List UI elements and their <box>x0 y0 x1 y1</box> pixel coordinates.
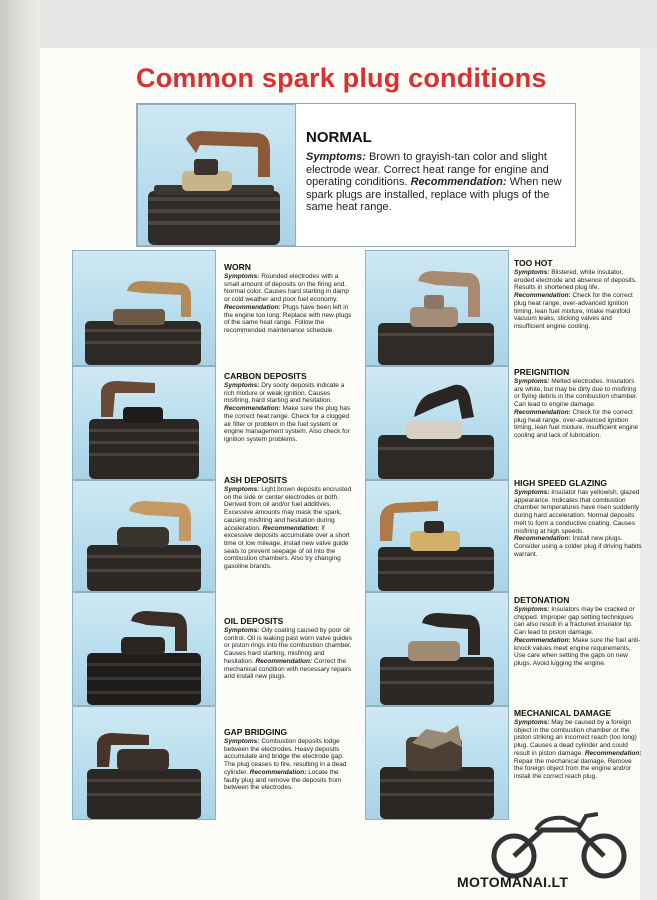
recommendation-label: Recommendation: <box>255 657 313 665</box>
symptoms-label: Symptoms: <box>514 606 550 613</box>
preignition-plug-photo <box>365 366 509 480</box>
recommendation-text: If excessive deposits accumulate over a short time or low mileage, install new valve guide seals to prevent seepage of oil into the combustion chambers. Also try changing gasoline brands. <box>224 524 350 571</box>
spark-plug-mechanical-damage-image <box>366 707 508 819</box>
symptoms-label: Symptoms: <box>224 486 260 493</box>
recommendation-text: Make sure the plug has the correct heat range. Check for a clogged air filter or problem in the fuel system or engine management system. Also check for ignition system problems. <box>224 405 351 443</box>
condition-high-speed-glazing <box>514 478 642 558</box>
condition-title: GAP BRIDGING <box>224 727 288 737</box>
condition-title: TOO HOT <box>514 258 553 268</box>
condition-title: MECHANICAL DAMAGE <box>514 708 612 718</box>
symptoms-label: Symptoms: <box>514 269 550 276</box>
condition-title: PREIGNITION <box>514 367 570 377</box>
symptoms-label: Symptoms: <box>224 738 260 745</box>
spark-plug-normal-image <box>138 105 295 245</box>
normal-plug-photo <box>137 104 296 246</box>
condition-too-hot <box>514 258 642 331</box>
recommendation-label: Recommendation: <box>514 535 571 543</box>
condition-text <box>224 486 352 571</box>
condition-gap-bridging <box>224 727 352 792</box>
spark-plug-worn-image <box>73 251 215 365</box>
condition-text <box>514 269 642 331</box>
symptoms-text: Dry sooty deposits indicate a rich mixture or weak ignition. Causes misfiring, hard starting and hesitation. <box>224 382 345 405</box>
watermark-text: MOTOMANAI.LT <box>457 874 569 890</box>
symptoms-label: Symptoms: <box>514 489 550 496</box>
symptoms-text: Rounded electrodes with a small amount of deposits on the firing end. Normal color. Causes hard starting in damp or cold weather and poor fuel economy. <box>224 273 350 304</box>
symptoms-text: Combustion deposits lodge between the electrodes. Heavy deposits accumulate and bridge the electrode gap. The plug ceases to fire, resulting in a dead cylinder. <box>224 738 347 776</box>
page-title: Common spark plug conditions <box>136 63 547 93</box>
recommendation-label: Recommendation: <box>262 524 320 532</box>
spark-plug-too-hot-image <box>366 251 508 365</box>
spark-plug-ash-image <box>73 481 215 591</box>
condition-text <box>224 738 352 792</box>
condition-text <box>514 378 642 440</box>
symptoms-label: Symptoms: <box>224 382 260 389</box>
recommendation-text: Correct the mechanical condition with necessary repairs and install new plugs. <box>224 657 352 681</box>
spark-plug-carbon-image <box>73 367 215 479</box>
normal-recommendation-label: Recommendation: <box>410 176 507 189</box>
high-speed-glazing-plug-photo <box>365 480 509 592</box>
recommendation-text: Install new plugs. Consider using a colder plug if driving habits warrant. <box>514 535 642 558</box>
condition-oil-deposits <box>224 616 352 681</box>
detonation-plug-photo <box>365 592 509 706</box>
mechanical-damage-plug-photo <box>365 706 509 820</box>
recommendation-text: Repair the mechanical damage. Remove the foreign object from the engine and/or install the correct reach plug. <box>514 757 632 780</box>
recommendation-label: Recommendation: <box>514 292 571 300</box>
normal-title: NORMAL <box>306 129 372 146</box>
recommendation-label: Recommendation: <box>584 749 642 757</box>
recommendation-text: Check for the correct plug heat range, over-advanced ignition timing, lean fuel mixture, insufficient engine cooling and lack of lubrication. <box>514 408 639 439</box>
condition-detonation <box>514 595 642 668</box>
worn-plug-photo <box>72 250 216 366</box>
condition-text <box>514 719 642 781</box>
symptoms-text: Blistered, white insulator, eroded electrode and absence of deposits. Results in shortened plug life. <box>514 269 637 292</box>
condition-text <box>224 627 352 681</box>
recommendation-text: Locate the faulty plug and remove the deposits from between the electrodes. <box>224 768 342 792</box>
condition-text <box>224 382 352 444</box>
condition-text <box>514 606 642 668</box>
scan-top-background <box>0 0 657 48</box>
condition-ash-deposits <box>224 475 352 571</box>
condition-text <box>224 273 352 335</box>
normal-text <box>306 151 564 214</box>
symptoms-label: Symptoms: <box>514 378 550 385</box>
recommendation-text: Make sure the fuel anti-knock values meet engine requirements. Use care when setting the gaps on new plugs. Avoid lugging the engine. <box>514 636 641 667</box>
condition-carbon-deposits <box>224 371 352 444</box>
spark-plug-preignition-image <box>366 367 508 479</box>
recommendation-label: Recommendation: <box>224 303 281 311</box>
condition-mechanical-damage <box>514 708 642 781</box>
spark-plug-detonation-image <box>366 593 508 705</box>
condition-title: WORN <box>224 262 251 272</box>
symptoms-text: Insulators may be cracked or chipped. Improper gap setting techniques can also result in a fractured insulator tip. Can lead to piston damage. <box>514 606 635 637</box>
symptoms-label: Symptoms: <box>224 273 260 280</box>
recommendation-label: Recommendation: <box>249 768 307 776</box>
condition-title: ASH DEPOSITS <box>224 475 288 485</box>
condition-title: CARBON DEPOSITS <box>224 371 307 381</box>
symptoms-text: May be caused by a foreign object in the combustion chamber or the piston striking an incorrect reach (too long) plug. Causes a dead cylinder and could result in piston damage. <box>514 719 637 757</box>
condition-worn <box>224 262 352 335</box>
condition-text <box>514 489 642 558</box>
symptoms-label: Symptoms: <box>514 719 550 726</box>
recommendation-label: Recommendation: <box>224 405 281 413</box>
ash-plug-photo <box>72 480 216 592</box>
normal-recommendation: When new spark plugs are installed, replace with plugs of the same heat range. <box>306 176 562 214</box>
symptoms-label: Symptoms: <box>224 627 260 634</box>
spark-plug-gap-bridging-image <box>73 707 215 819</box>
spark-plug-high-speed-glazing-image <box>366 481 508 591</box>
recommendation-label: Recommendation: <box>514 408 571 416</box>
recommendation-label: Recommendation: <box>514 636 571 644</box>
normal-symptoms: Brown to grayish-tan color and slight electrode wear. Correct heat range for engine and operating conditions. <box>306 151 549 189</box>
spark-plug-oil-image <box>73 593 215 705</box>
normal-symptoms-label: Symptoms: <box>306 151 366 163</box>
symptoms-text: Melted electrodes. Insulators are white, but may be dirty due to misfiring or flying debris in the combustion chamber. Can lead to engine damage. <box>514 378 638 409</box>
oil-plug-photo <box>72 592 216 706</box>
symptoms-text: Oily coating caused by poor oil control. Oil is leaking past worn valve guides or piston rings into the combustion chamber. Causes hard starting, misfiring and hesitation. <box>224 627 352 665</box>
gap-bridging-plug-photo <box>72 706 216 820</box>
binding-edge <box>0 0 40 900</box>
symptoms-text: Light brown deposits encrusted on the side or center electrodes or both. Derived from oil and/or fuel additives. Excessive amounts may mask the spark, causing misfiring and hesitation during acceleration. <box>224 486 352 532</box>
carbon-plug-photo <box>72 366 216 480</box>
too-hot-plug-photo <box>365 250 509 366</box>
recommendation-text: Check for the correct plug heat range, over-advanced ignition timing, lean fuel mixture, intake manifold vacuum leaks, sticking valves and insufficient engine cooling. <box>514 292 633 330</box>
condition-title: DETONATION <box>514 595 570 605</box>
condition-title: OIL DEPOSITS <box>224 616 284 626</box>
recommendation-text: Plugs have been left in the engine too long. Replace with new plugs of the same heat range. Follow the recommended maintenance schedule. <box>224 303 352 334</box>
condition-preignition <box>514 367 642 440</box>
symptoms-text: Insulator has yellowish, glazed appearance. Indicates that combustion chamber temperatures have risen suddenly during hard acceleration. Normal deposits melt to form a conductive coating. Causes misfiring at high speeds. <box>514 489 640 535</box>
condition-title: HIGH SPEED GLAZING <box>514 478 608 488</box>
